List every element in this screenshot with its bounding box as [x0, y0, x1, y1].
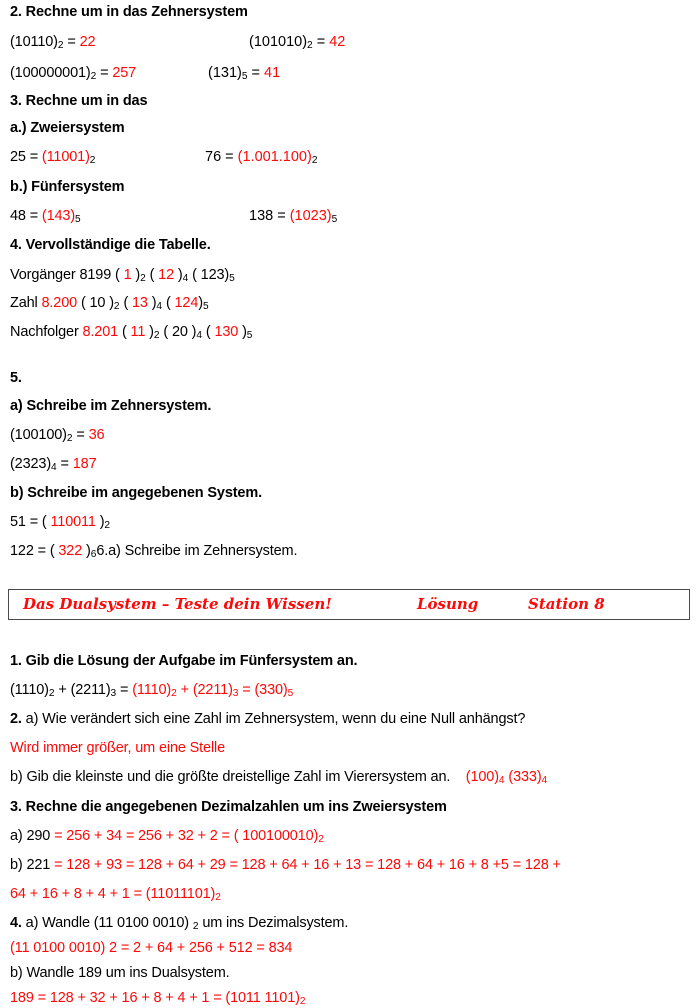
q5a-item-2-answer: 187 [72, 456, 97, 472]
bottom-q2a-answer: Wird immer größer, um eine Stelle [10, 740, 226, 756]
bottom-heading-q3: 3. Rechne die angegebenen Dezimalzahlen um ins Zweiersystem [10, 799, 447, 815]
q2-item-1-base: 2 [57, 40, 64, 52]
cell-close: ) [147, 295, 157, 311]
q1-problem-base-2: 3 [110, 688, 117, 700]
q2b-answer-2-base: 4 [541, 775, 548, 787]
q3b-item-1-lhs: 48 = [10, 208, 42, 224]
q3b-item-2-answer: (1023) [289, 208, 332, 224]
q1-problem-mid: + (2211) [54, 682, 111, 698]
q1-problem: (1110) [10, 682, 49, 698]
q3b-answer-line-2: 64 + 16 + 8 + 4 + 1 = (11011101) [10, 886, 216, 902]
bottom-q3b-line-1 [10, 858, 561, 873]
cell-open: ( [80, 295, 90, 311]
q2-item-1-eq: = [63, 34, 80, 50]
cell-close: ) [187, 324, 197, 340]
q2b-question-text: b) Gib die kleinste und die größte dreistellige Zahl im Vierersystem an. [10, 769, 451, 785]
q3a-item-2-base: 2 [311, 155, 318, 167]
q4-number: 4. [10, 915, 22, 931]
q2-item-3-base: 2 [90, 71, 97, 83]
q3a-answer: = 256 + 34 = 256 + 32 + 2 = ( 100100010) [50, 828, 319, 844]
q5b-line-1-base: 2 [104, 520, 111, 532]
q3a-item-2-answer: (1.001.100) [237, 149, 312, 165]
bottom-q4b-answer [10, 991, 305, 1007]
q5b-line-1-rhs: ) [95, 514, 105, 530]
q5b-line-2 [10, 544, 297, 560]
q5b-line-1-lhs: 51 = ( [10, 514, 51, 530]
q5a-item-1-answer: 36 [88, 427, 105, 443]
cell-value: 124 [174, 295, 199, 311]
heading-q3: 3. Rechne um in das [10, 93, 148, 109]
bottom-heading-q2 [10, 712, 525, 727]
q2-number: 2. [10, 711, 22, 727]
cell-value: 13 [132, 295, 148, 311]
cell-open: ( [205, 324, 215, 340]
q5-sub-b: b) Schreibe im angegebenen System. [10, 485, 262, 501]
cell-open: ( [163, 324, 172, 340]
cell-open: ( [115, 267, 124, 283]
q5b-line-1 [10, 515, 110, 531]
q5b-line-2-answer: 322 [58, 543, 83, 559]
q3a-item-1-base: 2 [89, 155, 96, 167]
q5a-item-2-base: 4 [51, 462, 57, 474]
q2-question-text: a) Wie verändert sich eine Zahl im Zehnersystem, wenn du eine Null anhängst? [21, 711, 526, 727]
bottom-q4a-answer: (11 0100 0010) 2 = 2 + 64 + 256 + 512 = 834 [10, 940, 293, 956]
bottom-q2b [10, 770, 547, 786]
heading-q5: 5. [10, 370, 22, 386]
q2b-answer-2: (333) [504, 769, 542, 785]
cell-close: ) [174, 267, 183, 283]
q5a-item-2-expr: (2323) [10, 456, 52, 472]
q2b-answer-1-base: 4 [498, 775, 505, 787]
cell-base: 4 [156, 301, 163, 313]
q5a-item-2-eq: = [56, 456, 73, 472]
q5a-item-2 [10, 457, 96, 473]
q3a-item-2-lhs: 76 = [205, 149, 238, 165]
q3b-item-1-answer: (143) [41, 208, 76, 224]
q3b-answer-line-1: = 128 + 93 = 128 + 64 + 29 = 128 + 64 + 16 + 13 = 128 + 64 + 16 + 8 +5 = 128 + [50, 857, 561, 873]
table-row [10, 296, 209, 312]
q2-item-3-answer: 257 [112, 65, 137, 81]
q1-answer-part-1: (1110) [132, 682, 172, 698]
q5b-line-2-base: 6 [90, 549, 97, 561]
cell-base: 5 [246, 330, 253, 342]
q5b-line-2-trailing: 6.a) Schreibe im Zehnersystem. [96, 543, 298, 559]
q5-sub-a: a) Schreibe im Zehnersystem. [10, 398, 212, 414]
q5b-line-2-lhs: 122 = ( [10, 543, 59, 559]
banner-title: Das Dualsystem – Teste dein Wissen! [23, 595, 332, 613]
q1-answer-base-1: 2 [171, 688, 177, 700]
q3b-label: b) 221 [10, 857, 51, 873]
q3b-answer-base: 2 [215, 892, 221, 904]
heading-q2: 2. Rechne um in das Zehnersystem [10, 4, 248, 20]
q3b-item-2-lhs: 138 = [249, 208, 290, 224]
cell-value: 130 [214, 324, 239, 340]
row-label: Zahl [10, 295, 38, 311]
q5b-line-1-answer: 110011 [50, 514, 96, 530]
q3a-item-1-answer: (11001) [41, 149, 90, 165]
q2-item-4 [208, 66, 280, 82]
q2-item-4-answer: 41 [264, 65, 281, 81]
q2-item-1 [10, 35, 95, 51]
cell-base: 2 [153, 330, 160, 342]
q3b-item-1-base: 5 [75, 214, 81, 226]
q4b-answer-base: 2 [299, 996, 306, 1008]
cell-base: 5 [229, 273, 235, 285]
cell-value: 1 [123, 267, 132, 283]
cell-value: 20 [171, 324, 188, 340]
q5a-item-1-expr: (100100) [10, 427, 67, 443]
bottom-q3b-line-2 [10, 887, 221, 903]
q2-item-1-answer: 22 [79, 34, 96, 50]
cell-base: 4 [182, 273, 189, 285]
heading-q4: 4. Vervollständige die Tabelle. [10, 237, 211, 253]
q2-item-2-eq: = [312, 34, 330, 50]
q1-answer-mid: + (2211) [176, 682, 233, 698]
row-decimal: 8.200 [41, 295, 78, 311]
q2-item-4-base: 5 [241, 71, 248, 83]
q1-answer-base-3: 5 [287, 688, 294, 700]
q3a-item-2 [205, 150, 317, 166]
cell-value: 11 [130, 324, 146, 340]
q5a-item-1 [10, 428, 104, 444]
cell-value: 12 [158, 267, 175, 283]
bottom-q1-equation [10, 683, 293, 699]
cell-value: 10 [89, 295, 106, 311]
q3a-item-1-lhs: 25 = [10, 149, 42, 165]
q3-sub-b: b.) Fünfersystem [10, 179, 125, 195]
bottom-heading-q4 [10, 916, 348, 932]
q5a-item-1-base: 2 [66, 433, 73, 445]
cell-close: ) [198, 295, 203, 311]
cell-open: ( [165, 295, 175, 311]
q4b-answer-text: 189 = 128 + 32 + 16 + 8 + 4 + 1 = (1011 1101) [10, 990, 300, 1006]
cell-base: 5 [202, 301, 209, 313]
q3b-item-2-base: 5 [331, 214, 338, 226]
title-banner [8, 589, 690, 620]
q1-answer-eq: = [238, 682, 255, 698]
q2-item-1-expr: (10110) [10, 34, 58, 50]
q5a-item-1-eq: = [72, 427, 89, 443]
q5b-line-2-rhs: ) [82, 543, 91, 559]
row-label: Vorgänger [10, 267, 76, 283]
cell-close: ) [224, 267, 230, 283]
q3-sub-a: a.) Zweiersystem [10, 120, 125, 136]
cell-open: ( [121, 324, 131, 340]
bottom-q4b-question: b) Wandle 189 um ins Dualsystem. [10, 965, 230, 981]
q4-question-text: a) Wandle (11 0100 0010) [21, 915, 193, 931]
cell-open: ( [192, 267, 201, 283]
cell-close: ) [238, 324, 247, 340]
q4-question-base: 2 [192, 921, 199, 933]
q3a-answer-base: 2 [318, 834, 324, 846]
row-decimal: 8.201 [82, 324, 119, 340]
banner-station-label: Station 8 [528, 595, 605, 613]
cell-open: ( [123, 295, 132, 311]
cell-base: 2 [113, 301, 120, 313]
q1-problem-base-1: 2 [48, 688, 55, 700]
q3a-label: a) 290 [10, 828, 51, 844]
q2-item-3-eq: = [96, 65, 113, 81]
banner-solution-label: Lösung [417, 595, 479, 613]
q1-answer-part-2: (330) [254, 682, 288, 698]
q4-question-tail: um ins Dezimalsystem. [198, 915, 349, 931]
table-row [10, 325, 252, 341]
q1-answer-base-2: 3 [232, 688, 239, 700]
bottom-q3a [10, 829, 324, 845]
cell-close: ) [145, 324, 154, 340]
q2-item-4-eq: = [247, 65, 265, 81]
q2-item-3-expr: (100000001) [10, 65, 91, 81]
q2-item-2 [249, 35, 345, 51]
cell-open: ( [149, 267, 159, 283]
q3b-item-2 [249, 209, 337, 225]
q2-item-4-expr: (131) [208, 65, 242, 81]
row-decimal: 8199 [79, 267, 112, 283]
q3b-item-1 [10, 209, 81, 225]
q2-item-3 [10, 66, 136, 82]
q2-item-2-expr: (101010) [249, 34, 308, 50]
cell-base: 2 [140, 273, 146, 285]
q2b-answer-1: (100) [465, 769, 499, 785]
q2-item-2-base: 2 [307, 40, 313, 52]
q3a-item-1 [10, 150, 95, 166]
bottom-heading-q1: 1. Gib die Lösung der Aufgabe im Fünfersystem an. [10, 653, 358, 669]
cell-close: ) [105, 295, 114, 311]
cell-base: 4 [196, 330, 202, 342]
cell-value: 123 [200, 267, 225, 283]
q1-problem-eq: = [116, 682, 133, 698]
cell-close: ) [131, 267, 141, 283]
row-label: Nachfolger [10, 324, 79, 340]
q2-item-2-answer: 42 [329, 34, 346, 50]
table-row [10, 268, 235, 284]
